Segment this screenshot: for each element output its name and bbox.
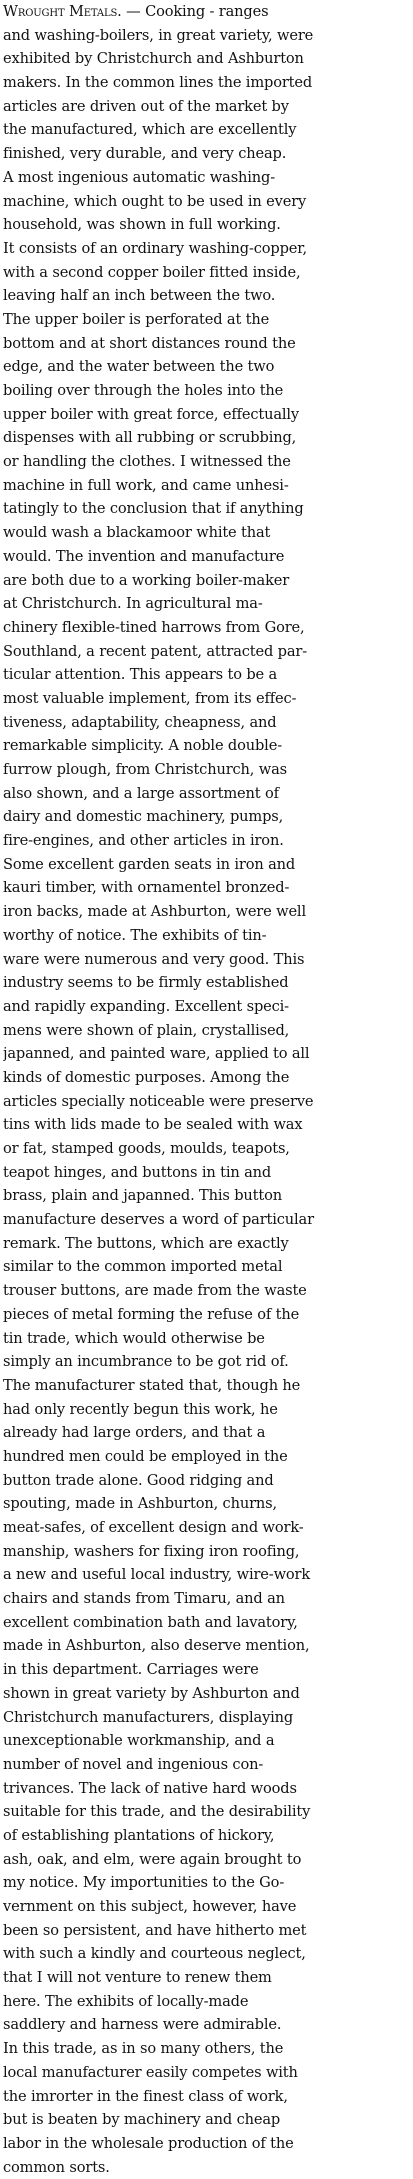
article-line: manufacture deserves a word of particular (3, 1211, 314, 1229)
article-line: at Christchurch. In agricultural ma- (3, 595, 263, 613)
article-line: local manufacturer easily competes with (3, 2063, 298, 2081)
article-line-text: — Cooking - ranges (121, 3, 269, 20)
article-body (3, 24, 407, 2179)
article-line: ticular attention. This appears to be a (3, 666, 278, 684)
article-line: household, was shown in full working. (3, 216, 281, 234)
article-line: tins with lids made to be sealed with wax (3, 1116, 303, 1134)
article-line: remarkable simplicity. A noble double- (3, 737, 282, 755)
article-line: hundred men could be employed in the (3, 1447, 288, 1465)
article-line: mens were shown of plain, crystallised, (3, 1021, 290, 1039)
article-line: chinery flexible-tined harrows from Gore, (3, 618, 305, 636)
article-line: my notice. My importunities to the Go- (3, 1874, 285, 1892)
article-line: the manufactured, which are excellently (3, 121, 297, 139)
section-heading: Wrought Metals. (3, 3, 122, 20)
article-line: leaving half an inch between the two. (3, 287, 276, 305)
article-line: furrow plough, from Christchurch, was (3, 761, 288, 778)
article-line: simply an incumbrance to be got rid of. (3, 1353, 289, 1371)
article-line: similar to the common imported metal (3, 1258, 283, 1276)
article-line: here. The exhibits of locally-made (3, 1992, 249, 2010)
article-line: kauri timber, with ornamentel bronzed- (3, 879, 290, 897)
article-line: articles are driven out of the market by (3, 97, 289, 115)
article-line: industry seems to be firmly established (3, 974, 289, 992)
article-line: worthy of notice. The exhibits of tin- (3, 926, 267, 944)
article-line: with a second copper boiler fitted inside, (3, 263, 301, 281)
article-line: brass, plain and japanned. This button (3, 1187, 282, 1205)
article-column (3, 0, 407, 2179)
article-line: already had large orders, and that a (3, 1424, 266, 1442)
article-line: also shown, and a large assortment of (3, 784, 279, 802)
article-line: The manufacturer stated that, though he (3, 1376, 301, 1394)
article-line: upper boiler with great force, effectually (3, 405, 300, 423)
article-line: had only recently begun this work, he (3, 1400, 278, 1418)
article-line: labor in the wholesale production of the (3, 2134, 294, 2152)
article-line: excellent combination bath and lavatory, (3, 1613, 298, 1631)
article-line: of establishing plantations of hickory, (3, 1826, 275, 1844)
article-line: iron backs, made at Ashburton, were well (3, 903, 306, 921)
article-line-1 (3, 0, 407, 24)
article-line: Southland, a recent patent, attracted par- (3, 642, 307, 660)
article-line: meat-safes, of excellent design and work- (3, 1519, 304, 1536)
article-line: or handling the clothes. I witnessed the (3, 453, 291, 471)
article-line: most valuable implement, from its effec- (3, 689, 297, 707)
article-line: that I will not venture to renew them (3, 1969, 272, 1987)
article-line: manship, washers for fixing iron roofing, (3, 1542, 300, 1560)
article-line: but is beaten by machinery and cheap (3, 2111, 281, 2129)
article-line: would wash a blackamoor white that (3, 524, 271, 542)
article-line: Christchurch manufacturers, displaying (3, 1708, 294, 1726)
article-line: chairs and stands from Timaru, and an (3, 1590, 285, 1608)
article-line: in this department. Carriages were (3, 1661, 259, 1679)
article-line: tin trade, which would otherwise be (3, 1329, 265, 1347)
article-line: tatingly to the conclusion that if anything (3, 500, 304, 518)
article-line: finished, very durable, and very cheap. (3, 145, 287, 163)
article-line: ware were numerous and very good. This (3, 950, 305, 968)
article-line: saddlery and harness were admirable. (3, 2016, 282, 2034)
article-line: teapot hinges, and buttons in tin and (3, 1163, 272, 1181)
article-line: Some excellent garden seats in iron and (3, 855, 296, 873)
article-line: ash, oak, and elm, were again brought to (3, 1850, 302, 1868)
article-line: and washing-boilers, in great variety, were (3, 26, 314, 44)
article-line: japanned, and painted ware, applied to all (3, 1045, 310, 1063)
article-line: spouting, made in Ashburton, churns, (3, 1495, 277, 1513)
article-line: the imrorter in the finest class of work, (3, 2087, 288, 2105)
article-line: a new and useful local industry, wire-work (3, 1566, 311, 1584)
article-line: would. The invention and manufacture (3, 547, 285, 565)
article-line: It consists of an ordinary washing-copper, (3, 239, 307, 257)
article-line: edge, and the water between the two (3, 358, 275, 376)
article-line: trouser buttons, are made from the waste (3, 1282, 307, 1300)
article-line: trivances. The lack of native hard woods (3, 1779, 297, 1797)
article-line: dairy and domestic machinery, pumps, (3, 808, 284, 826)
article-line: kinds of domestic purposes. Among the (3, 1068, 290, 1086)
article-line: makers. In the common lines the imported (3, 74, 313, 92)
article-line: shown in great variety by Ashburton and (3, 1684, 300, 1702)
article-line: machine, which ought to be used in every (3, 192, 307, 210)
article-line: A most ingenious automatic washing- (3, 168, 276, 186)
article-line: been so persistent, and have hitherto met (3, 1921, 307, 1939)
article-line: fire-engines, and other articles in iron. (3, 832, 284, 850)
article-line: machine in full work, and came unhesi- (3, 476, 289, 494)
article-line: unexceptionable workmanship, and a (3, 1732, 275, 1750)
article-line: In this trade, as in so many others, the (3, 2040, 284, 2058)
article-line: suitable for this trade, and the desirability (3, 1803, 311, 1821)
article-line: boiling over through the holes into the (3, 382, 284, 399)
article-line: exhibited by Christchurch and Ashburton (3, 50, 304, 68)
article-line: bottom and at short distances round the (3, 334, 296, 352)
article-line: pieces of metal forming the refuse of the (3, 1305, 300, 1323)
article-line: common sorts. (3, 2158, 110, 2176)
article-line: articles specially noticeable were preserve (3, 1092, 314, 1110)
article-line: made in Ashburton, also deserve mention, (3, 1637, 310, 1655)
article-line: button trade alone. Good ridging and (3, 1471, 274, 1489)
article-line: number of novel and ingenious con- (3, 1755, 264, 1773)
article-line: dispenses with all rubbing or scrubbing, (3, 429, 297, 447)
article-line: with such a kindly and courteous neglect, (3, 1945, 306, 1963)
article-line: The upper boiler is perforated at the (3, 310, 270, 328)
article-line: and rapidly expanding. Excellent speci- (3, 997, 289, 1015)
article-line: remark. The buttons, which are exactly (3, 1234, 289, 1252)
article-line: tiveness, adaptability, cheapness, and (3, 713, 277, 731)
article-line: or fat, stamped goods, moulds, teapots, (3, 1140, 290, 1157)
article-line: vernment on this subject, however, have (3, 1898, 297, 1915)
article-line: are both due to a working boiler-maker (3, 571, 290, 589)
